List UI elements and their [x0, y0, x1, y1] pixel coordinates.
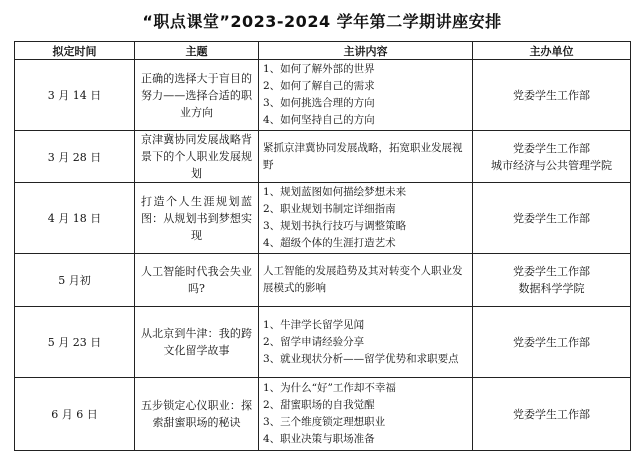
- row-date: 5 月初: [15, 254, 135, 307]
- organizer-name: 党委学生工作部: [513, 141, 590, 155]
- row-topic-text: 京津冀协同发展战略背景下的个人职业发展规划: [141, 133, 252, 180]
- lecture-schedule-table: [14, 41, 631, 451]
- content-line: 3、如何挑选合理的方向: [263, 97, 375, 109]
- row-organizer: [473, 378, 631, 451]
- content-line: 4、如何坚持自己的方向: [263, 114, 375, 126]
- organizer-name: 党委学生工作部: [513, 407, 590, 421]
- content-line: 2、甜蜜职场的自我觉醒: [263, 399, 375, 411]
- row-content: [259, 183, 473, 254]
- organizer-name: 党委学生工作部: [513, 211, 590, 225]
- header-topic: 主题: [135, 42, 259, 60]
- page-title: “职点课堂”2023-2024 学年第二学期讲座安排: [142, 12, 502, 31]
- content-paragraph: 3、就业现状分析——留学优势和求职要点: [263, 352, 459, 365]
- table-row: [15, 378, 631, 451]
- row-topic-text: 从北京到牛津：我的跨文化留学故事: [141, 327, 252, 357]
- organizer-name: 党委学生工作部: [513, 88, 590, 102]
- row-topic: [135, 131, 259, 183]
- header-date: 拟定时间: [15, 42, 135, 60]
- table-row: [15, 131, 631, 183]
- row-topic: [135, 183, 259, 254]
- row-topic: [135, 378, 259, 451]
- row-organizer: [473, 307, 631, 378]
- organizer-name: 数据科学学院: [518, 282, 585, 295]
- row-content: [259, 307, 473, 378]
- table-row: [15, 307, 631, 378]
- table-row: [15, 183, 631, 254]
- organizer-name: 党委学生工作部: [513, 335, 590, 349]
- row-content: [259, 131, 473, 183]
- row-topic-text: 打造个人生涯规划蓝图：从规划书到梦想实现: [141, 194, 252, 242]
- row-content: [259, 254, 473, 307]
- row-date: 4 月 18 日: [15, 183, 135, 254]
- row-topic-text: 五步锁定心仪职业：探索甜蜜职场的秘诀: [141, 399, 252, 429]
- content-line: 2、职业规划书制定详细指南: [263, 203, 396, 215]
- content-line: 1、为什么“好”工作却不幸福: [263, 382, 396, 394]
- content-line: 3、三个维度锁定理想职业: [263, 416, 386, 428]
- row-organizer: [473, 131, 631, 183]
- content-line: 4、超级个体的生涯打造艺术: [263, 237, 396, 249]
- row-organizer: [473, 60, 631, 131]
- content-line: 4、职业决策与职场准备: [263, 433, 375, 445]
- content-paragraph: 紧抓京津冀协同发展战略，拓宽职业发展视野: [263, 141, 463, 171]
- content-paragraph: 人工智能的发展趋势及其对转变个人职业发展模式的影响: [263, 265, 463, 294]
- content-line: 2、留学申请经验分享: [263, 335, 365, 348]
- header-content: 主讲内容: [259, 42, 473, 60]
- content-line: 2、如何了解自己的需求: [263, 80, 375, 92]
- row-topic: [135, 307, 259, 378]
- row-organizer: [473, 183, 631, 254]
- organizer-name: 城市经济与公共管理学院: [491, 158, 612, 172]
- row-topic: [135, 254, 259, 307]
- content-line: 3、规划书执行技巧与调整策略: [263, 220, 407, 232]
- organizer-name: 党委学生工作部: [513, 265, 590, 278]
- row-date: 6 月 6 日: [15, 378, 135, 451]
- table-row: [15, 254, 631, 307]
- row-topic: [135, 60, 259, 131]
- table-header-row: [15, 42, 631, 60]
- content-line: 1、规划蓝图如何描绘梦想未来: [263, 186, 407, 198]
- row-date: 3 月 28 日: [15, 131, 135, 183]
- row-topic-text: 正确的选择大于盲目的努力——选择合适的职业方向: [141, 71, 252, 119]
- row-content: [259, 378, 473, 451]
- row-organizer: [473, 254, 631, 307]
- content-line: 1、如何了解外部的世界: [263, 63, 375, 75]
- header-organizer: 主办单位: [473, 42, 631, 60]
- content-line: 1、牛津学长留学见闻: [263, 318, 365, 331]
- row-content: [259, 60, 473, 131]
- table-row: [15, 60, 631, 131]
- row-date: 3 月 14 日: [15, 60, 135, 131]
- row-date: 5 月 23 日: [15, 307, 135, 378]
- row-topic-text: 人工智能时代我会失业吗?: [141, 265, 252, 295]
